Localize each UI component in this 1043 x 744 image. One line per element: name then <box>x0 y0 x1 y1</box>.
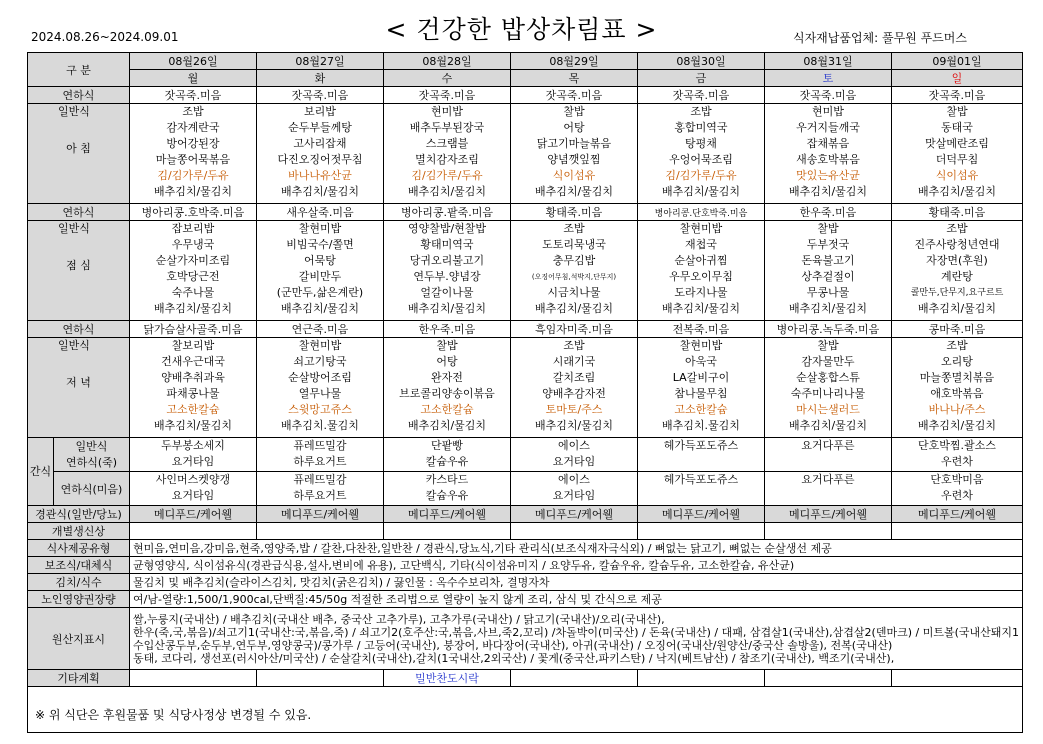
snack-item: 에이스 <box>558 473 590 486</box>
individual-cell <box>384 523 511 540</box>
menu-item: 찰보리밥 <box>171 339 215 352</box>
other-plan-cell <box>765 670 892 687</box>
snack-item: 단호박미음 <box>930 473 984 486</box>
menu-item: 배추김치/물김치 <box>917 185 997 198</box>
menu-item: 영양찰밥/현찰밥 <box>407 222 487 235</box>
menu-item: 오리탕 <box>941 355 973 368</box>
menu-item: 숙주미나리나물 <box>790 387 866 400</box>
other-plan-cell <box>892 670 1023 687</box>
snack-item: 요거타임 <box>171 455 215 468</box>
corner-label: 구 분 <box>28 53 130 87</box>
snack-item: 두부봉소세지 <box>161 439 225 452</box>
menu-cell <box>892 104 1023 204</box>
menu-item: 바나나/주스 <box>928 403 986 416</box>
menu-item: 순살아귀찜 <box>674 254 728 267</box>
menu-item: 배추김치/물김치 <box>534 419 614 432</box>
menu-item: 고사리잡채 <box>293 137 347 150</box>
menu-item: 어탕 <box>563 121 585 134</box>
supplier-label: 식자재납품업체: 풀무원 푸드머스 <box>793 31 967 45</box>
menu-cell <box>765 338 892 438</box>
origin-line: 수입산콩두부,순두부,연두부,영양콩국)/콩가루 / 고등어(국내산), 붕장어, 바다장어(국내산), 아귀(국내산) / 오징어(국내산/원양산/중국산 솔방울), 전복(국내산) <box>133 638 893 652</box>
menu-item: 진주사랑청년연대 <box>914 238 1000 251</box>
soft-diet-label: 연하식 <box>28 321 130 338</box>
menu-item: 순두부들께탕 <box>288 121 352 134</box>
menu-item: 감자계란국 <box>166 121 220 134</box>
menu-item: 맛살메란조림 <box>925 137 989 150</box>
menu-item: 방어강된장 <box>166 137 220 150</box>
general-diet-label: 일반식 <box>58 222 90 235</box>
menu-item: 두부젓국 <box>806 238 850 251</box>
menu-item: 김/김가루/두유 <box>411 169 483 182</box>
soft-diet-cell: 콩마죽.미음 <box>892 321 1023 338</box>
tube-feed-cell: 메디푸드/케어웰 <box>384 506 511 523</box>
menu-item: 더덕무침 <box>935 153 979 166</box>
snack-label: 간식 <box>28 438 54 506</box>
soft-diet-cell: 병아리콩.호박죽.미음 <box>130 204 257 221</box>
menu-item: 시래기국 <box>552 355 596 368</box>
tube-feed-cell: 메디푸드/케어웰 <box>765 506 892 523</box>
snack-item: 하루요거트 <box>293 455 347 468</box>
soft-diet-cell: 전복죽.미음 <box>638 321 765 338</box>
menu-item: 배추김치/물김치 <box>661 185 741 198</box>
menu-item: 배추김치/물김치 <box>153 419 233 432</box>
menu-item: 배추김치/물김치 <box>661 302 741 315</box>
snack-cell <box>765 438 892 472</box>
tube-feed-cell: 메디푸드/케어웰 <box>892 506 1023 523</box>
menu-item: 고소한칼슘 <box>166 403 220 416</box>
menu-item: 동태국 <box>941 121 973 134</box>
day-weekday: 일 <box>892 70 1023 87</box>
menu-item: 파채콩나물 <box>166 387 220 400</box>
day-date: 09월01일 <box>892 53 1023 70</box>
snack-item: 카스타드 <box>425 473 469 486</box>
menu-item: 배추김치/물김치 <box>153 302 233 315</box>
menu-item: 멸치감자조림 <box>415 153 479 166</box>
menu-item: 찰현미밥 <box>298 339 342 352</box>
menu-item: 현미밥 <box>812 105 844 118</box>
origin-label: 원산지표시 <box>28 608 130 670</box>
menu-item: 우무오이무침 <box>669 270 733 283</box>
menu-item: 콜만두,단무지,요구르트 <box>910 288 1004 298</box>
snack-cell <box>638 438 765 472</box>
snack-cell <box>892 438 1023 472</box>
day-date: 08월30일 <box>638 53 765 70</box>
soft-diet-cell: 병아리콩.팥죽.미음 <box>384 204 511 221</box>
snack-item: 퓨레뜨밀감 <box>293 473 347 486</box>
snack-item: 요거타임 <box>171 489 215 502</box>
page-title: < 건강한 밥상차림표 > <box>385 15 658 44</box>
info-text: 균형영양식, 식이섬유식(경관급식용,설사,변비에 유용), 고단백식, 기타(식이섬유미지 / 요양두유, 칼슘우유, 칼슘두유, 고소한칼슘, 유산균) <box>130 557 1023 574</box>
menu-item: 갈치조림 <box>552 371 596 384</box>
menu-item: 스윗망고쥬스 <box>288 403 352 416</box>
menu-item: 찰밥 <box>946 105 968 118</box>
snack-soft-label: 연하식(미음) <box>54 472 130 506</box>
soft-diet-cell: 연근죽.미음 <box>257 321 384 338</box>
menu-cell <box>638 338 765 438</box>
menu-item: 다진오징어젓무침 <box>277 153 363 166</box>
menu-item: 스크램블 <box>425 137 469 150</box>
menu-item: 조밥 <box>946 222 968 235</box>
soft-diet-cell: 병아리콩.단호박죽.미음 <box>638 204 765 221</box>
info-text: 여/남-열량:1,500/1,900cal,단백질:45/50g 적절한 조리법으로 열량이 높지 않게 조리, 삼식 및 간식으로 제공 <box>130 591 1023 608</box>
snack-item: 퓨레뜨밀감 <box>293 439 347 452</box>
individual-cell <box>892 523 1023 540</box>
menu-item: 찰밥 <box>817 339 839 352</box>
menu-item: 참나물무침 <box>674 387 728 400</box>
info-label: 보조식/대체식 <box>28 557 130 574</box>
menu-cell <box>638 104 765 204</box>
menu-item: 비빔국수/쫄면 <box>286 238 354 251</box>
snack-item: 헤가득포도쥬스 <box>663 439 739 452</box>
menu-item: 배추김치/물김치 <box>788 419 868 432</box>
date-range: 2024.08.26~2024.09.01 <box>31 30 179 44</box>
menu-item: 바나나유산균 <box>288 169 352 182</box>
general-diet-label: 일반식 <box>58 105 90 118</box>
menu-item: 조밥 <box>690 105 712 118</box>
menu-item: 양배추감자전 <box>542 387 606 400</box>
soft-diet-cell: 한우죽.미음 <box>384 321 511 338</box>
menu-item: 식이섬유 <box>935 169 979 182</box>
menu-item: 찰현미밥 <box>298 222 342 235</box>
soft-diet-cell: 병아리콩.녹두죽.미음 <box>765 321 892 338</box>
menu-item: 배추김치/물김치 <box>534 302 614 315</box>
menu-item: 감자물만두 <box>801 355 855 368</box>
snack-item: 단호박찜.괄소스 <box>918 439 996 452</box>
menu-item: 상추겉절이 <box>801 270 855 283</box>
snack-item: 하루요거트 <box>293 489 347 502</box>
menu-item: 배추김치/물김치 <box>407 302 487 315</box>
snack-cell <box>384 472 511 506</box>
menu-item: 연두부.양념장 <box>413 270 481 283</box>
menu-item: 쇠고기탕국 <box>293 355 347 368</box>
menu-item: 찰현미밥 <box>679 339 723 352</box>
day-weekday: 화 <box>257 70 384 87</box>
menu-item: 새송호박볶음 <box>796 153 860 166</box>
snack-item <box>638 488 764 504</box>
day-date: 08월28일 <box>384 53 511 70</box>
snack-item: 사인머스켓양갱 <box>155 473 231 486</box>
menu-item: 황태미역국 <box>420 238 474 251</box>
snack-item: 단팥빵 <box>431 439 463 452</box>
individual-cell <box>765 523 892 540</box>
soft-diet-cell: 잣곡죽.미음 <box>257 87 384 104</box>
tube-feed-cell: 메디푸드/케어웰 <box>638 506 765 523</box>
menu-item: 홍합미역국 <box>674 121 728 134</box>
menu-item: 얼갈이나물 <box>420 286 474 299</box>
day-date: 08월26일 <box>130 53 257 70</box>
menu-item: 마늘쫑멸치볶음 <box>919 371 995 384</box>
menu-item: 갈비만두 <box>298 270 342 283</box>
snack-item <box>638 454 764 470</box>
origin-line: 한우(죽,국,볶음)/쇠고기1(국내산:국,볶음,죽) / 쇠고기2(호주산:국,볶음,사브,죽2,꼬리) /차돌박이(미국산) / 돈육(국내산) / 대패, 삼겹살1(국내산),삼겹살2(덴마크) / 미트볼(국내산돼지1 <box>133 625 1020 639</box>
menu-item: 시금치나물 <box>547 286 601 299</box>
tube-feed-cell: 메디푸드/케어웰 <box>511 506 638 523</box>
individual-label: 개별생신상 <box>28 523 130 540</box>
menu-cell <box>765 221 892 321</box>
day-date: 08월31일 <box>765 53 892 70</box>
menu-cell <box>257 104 384 204</box>
day-date: 08월27일 <box>257 53 384 70</box>
menu-item: 조밥 <box>182 105 204 118</box>
menu-item: (오징어무침,석박지,단무지) <box>531 273 617 281</box>
menu-item: 마시는샐러드 <box>796 403 860 416</box>
menu-item: 순살가자미조림 <box>155 254 231 267</box>
individual-cell <box>257 523 384 540</box>
snack-cell <box>638 472 765 506</box>
menu-item: 어묵탕 <box>304 254 336 267</box>
snack-cell <box>511 472 638 506</box>
menu-item: 도토리묵냉국 <box>542 238 606 251</box>
info-label: 노인영양권장량 <box>28 591 130 608</box>
menu-item: 찰밥 <box>817 222 839 235</box>
snack-cell <box>892 472 1023 506</box>
menu-item: 배추김치/물김치 <box>280 185 360 198</box>
snack-item: 요거다푸른 <box>801 473 855 486</box>
meal-label <box>28 221 130 321</box>
other-plan-cell <box>638 670 765 687</box>
soft-diet-label: 연하식 <box>28 204 130 221</box>
menu-cell <box>130 338 257 438</box>
snack-general-label <box>54 438 130 472</box>
snack-item <box>765 454 891 470</box>
menu-cell <box>892 338 1023 438</box>
menu-item: 배추김치/물김치 <box>534 185 614 198</box>
menu-item: 우엉어묵조림 <box>669 153 733 166</box>
menu-item: 당귀오리불고기 <box>409 254 485 267</box>
other-plan-label: 기타계획 <box>28 670 130 687</box>
menu-item: 충무김밥 <box>552 254 596 267</box>
day-weekday: 토 <box>765 70 892 87</box>
other-plan-cell <box>257 670 384 687</box>
menu-cell <box>130 104 257 204</box>
menu-item: (군만두,삶은계란) <box>276 286 364 299</box>
menu-item: 잡채볶음 <box>806 137 850 150</box>
menu-item: 애호박볶음 <box>930 387 984 400</box>
menu-item: 배추김치/물김치 <box>407 185 487 198</box>
snack-item: 에이스 <box>558 439 590 452</box>
menu-item: 순살방어조림 <box>288 371 352 384</box>
menu-cell <box>384 338 511 438</box>
soft-diet-label: 연하식 <box>28 87 130 104</box>
menu-item: 배추김치/물김치 <box>407 419 487 432</box>
menu-cell <box>892 221 1023 321</box>
meal-name: 점 심 <box>66 259 91 272</box>
menu-item: 고소한칼슘 <box>420 403 474 416</box>
snack-item: 칼슘우유 <box>425 455 469 468</box>
soft-diet-cell: 잣곡죽.미음 <box>638 87 765 104</box>
menu-item: 김/김가루/두유 <box>665 169 737 182</box>
day-weekday: 목 <box>511 70 638 87</box>
snack-item: 우련차 <box>941 489 973 502</box>
menu-item: 우무냉국 <box>171 238 215 251</box>
menu-item: 자장면(후원) <box>926 254 988 267</box>
snack-item: 요거타임 <box>552 455 596 468</box>
menu-item: 닭고기마늘볶음 <box>536 137 612 150</box>
menu-item: 맛있는유산균 <box>796 169 860 182</box>
origin-line: 동태, 코다리, 생선포(러시아산/미국산) / 순살갈치(국내산),갈치(1국내산,2외국산) / 꽃게(중국산,파키스탄) / 낙지(베트남산) / 참조기(국내산), 백조기(국내산), <box>133 651 895 665</box>
snack-item: 헤가득포도쥬스 <box>663 473 739 486</box>
menu-item: 배추김치.물김치 <box>662 419 740 432</box>
menu-item: 조밥 <box>946 339 968 352</box>
soft-diet-cell: 한우죽.미음 <box>765 204 892 221</box>
menu-cell <box>511 338 638 438</box>
general-diet-label: 일반식 <box>58 339 90 352</box>
soft-diet-cell: 잣곡죽.미음 <box>765 87 892 104</box>
snack-cell <box>511 438 638 472</box>
tube-feed-cell: 메디푸드/케어웰 <box>130 506 257 523</box>
menu-item: 아욱국 <box>685 355 717 368</box>
soft-diet-cell: 새우살죽.미음 <box>257 204 384 221</box>
menu-item: 찰밥 <box>436 339 458 352</box>
menu-item: 찰현미밥 <box>679 222 723 235</box>
snack-cell <box>130 472 257 506</box>
menu-item: 배추김치/물김치 <box>153 185 233 198</box>
menu-item: 배추김치.물김치 <box>281 419 359 432</box>
menu-item: 열무나물 <box>298 387 342 400</box>
menu-item: 보리밥 <box>304 105 336 118</box>
soft-diet-cell: 닭가슴살사골죽.미음 <box>130 321 257 338</box>
snack-item <box>765 488 891 504</box>
menu-item: 우거지들깨국 <box>796 121 860 134</box>
menu-item: 현미밥 <box>431 105 463 118</box>
menu-cell <box>130 221 257 321</box>
menu-item: 조밥 <box>563 339 585 352</box>
tube-feed-label: 경관식(일반/당뇨) <box>28 506 130 523</box>
day-weekday: 수 <box>384 70 511 87</box>
info-text: 물김치 및 배추김치(슬라이스김치, 맛김치(굵은김치) / 끓인물 : 옥수수보리차, 결명자차 <box>130 574 1023 591</box>
menu-item: 호박당근전 <box>166 270 220 283</box>
menu-item: 잡보리밥 <box>171 222 215 235</box>
menu-item: 돈육불고기 <box>801 254 855 267</box>
snack-row-label: 일반식 <box>75 439 108 453</box>
day-date: 08월29일 <box>511 53 638 70</box>
snack-item: 칼슘우유 <box>425 489 469 502</box>
snack-cell <box>257 438 384 472</box>
other-plan-cell <box>511 670 638 687</box>
menu-item: 탕평채 <box>685 137 717 150</box>
menu-cell <box>511 104 638 204</box>
info-text: 현미음,연미음,강미음,현죽,영양죽,밥 / 갈찬,다찬찬,일반찬 / 경관식,당뇨식,기타 관리식(보조식재자극식외) / 뼈없는 닭고기, 뼈없는 순살생선 제공 <box>130 540 1023 557</box>
tube-feed-cell: 메디푸드/케어웰 <box>257 506 384 523</box>
menu-item: 배추김치/물김치 <box>917 419 997 432</box>
snack-row-label: 연하식(죽) <box>65 455 118 469</box>
other-plan-cell <box>130 670 257 687</box>
snack-item: 우련차 <box>941 455 973 468</box>
footer-note: ※ 위 식단은 후원물품 및 식당사정상 변경될 수 있음. <box>35 708 312 722</box>
snack-cell <box>130 438 257 472</box>
soft-diet-cell: 잣곡죽.미음 <box>384 87 511 104</box>
snack-item: 요거타임 <box>552 489 596 502</box>
menu-cell <box>257 338 384 438</box>
menu-cell <box>384 104 511 204</box>
snack-cell <box>765 472 892 506</box>
menu-item: 숙주나물 <box>171 286 215 299</box>
menu-cell <box>384 221 511 321</box>
snack-item: 요거다푸른 <box>801 439 855 452</box>
menu-item: 무콩나물 <box>806 286 850 299</box>
menu-item: 조밥 <box>563 222 585 235</box>
menu-item: 찰밥 <box>563 105 585 118</box>
menu-cell <box>511 221 638 321</box>
menu-item: 건새우근대국 <box>161 355 225 368</box>
menu-item: 어탕 <box>436 355 458 368</box>
menu-cell <box>257 221 384 321</box>
other-plan-value: 밀반찬도시락 <box>384 670 511 687</box>
meal-name: 저 녁 <box>66 376 91 389</box>
menu-item: 배추두부된장국 <box>409 121 485 134</box>
individual-cell <box>511 523 638 540</box>
menu-item: 배추김치/물김치 <box>280 302 360 315</box>
origin-line: 쌀,누룽지(국내산) / 배추김치(국내산 배추, 중국산 고추가루), 고추가루(국내산) / 닭고기(국내산)/오리(국내산), <box>133 612 665 626</box>
meal-label <box>28 338 130 438</box>
soft-diet-cell: 잣곡죽.미음 <box>511 87 638 104</box>
menu-item: 브로콜리양송이볶음 <box>399 387 495 400</box>
menu-cell <box>765 104 892 204</box>
menu-item: 계란탕 <box>941 270 973 283</box>
menu-item: 배추김치/물김치 <box>917 302 997 315</box>
menu-item: 완자전 <box>431 371 463 384</box>
info-label: 식사제공유형 <box>28 540 130 557</box>
menu-item: 김/김가루/두유 <box>157 169 229 182</box>
soft-diet-cell: 잣곡죽.미음 <box>892 87 1023 104</box>
menu-item: 순살홍합스튜 <box>796 371 860 384</box>
menu-item: 배추김치/물김치 <box>788 302 868 315</box>
menu-item: 양념깻잎찜 <box>547 153 601 166</box>
snack-cell <box>384 438 511 472</box>
info-label: 김치/식수 <box>28 574 130 591</box>
soft-diet-cell: 잣곡죽.미음 <box>130 87 257 104</box>
meal-name: 아 침 <box>66 142 91 155</box>
soft-diet-cell: 황태죽.미음 <box>892 204 1023 221</box>
menu-cell <box>638 221 765 321</box>
origin-text <box>130 608 1023 670</box>
day-weekday: 월 <box>130 70 257 87</box>
menu-item: 양배추취과육 <box>161 371 225 384</box>
individual-cell <box>638 523 765 540</box>
soft-diet-cell: 황태죽.미음 <box>511 204 638 221</box>
menu-item: 배추김치/물김치 <box>788 185 868 198</box>
menu-item: 도라지나물 <box>674 286 728 299</box>
menu-item: 고소한칼슘 <box>674 403 728 416</box>
day-weekday: 금 <box>638 70 765 87</box>
menu-item: 마늘쫑어묵볶음 <box>155 153 231 166</box>
menu-item: LA갈비구이 <box>672 371 730 384</box>
soft-diet-cell: 흑임자미죽.미음 <box>511 321 638 338</box>
menu-item: 토마토/주스 <box>545 403 603 416</box>
menu-item: 재첩국 <box>685 238 717 251</box>
menu-table <box>27 52 1023 733</box>
menu-item: 식이섬유 <box>552 169 596 182</box>
meal-label <box>28 104 130 204</box>
snack-cell <box>257 472 384 506</box>
individual-cell <box>130 523 257 540</box>
